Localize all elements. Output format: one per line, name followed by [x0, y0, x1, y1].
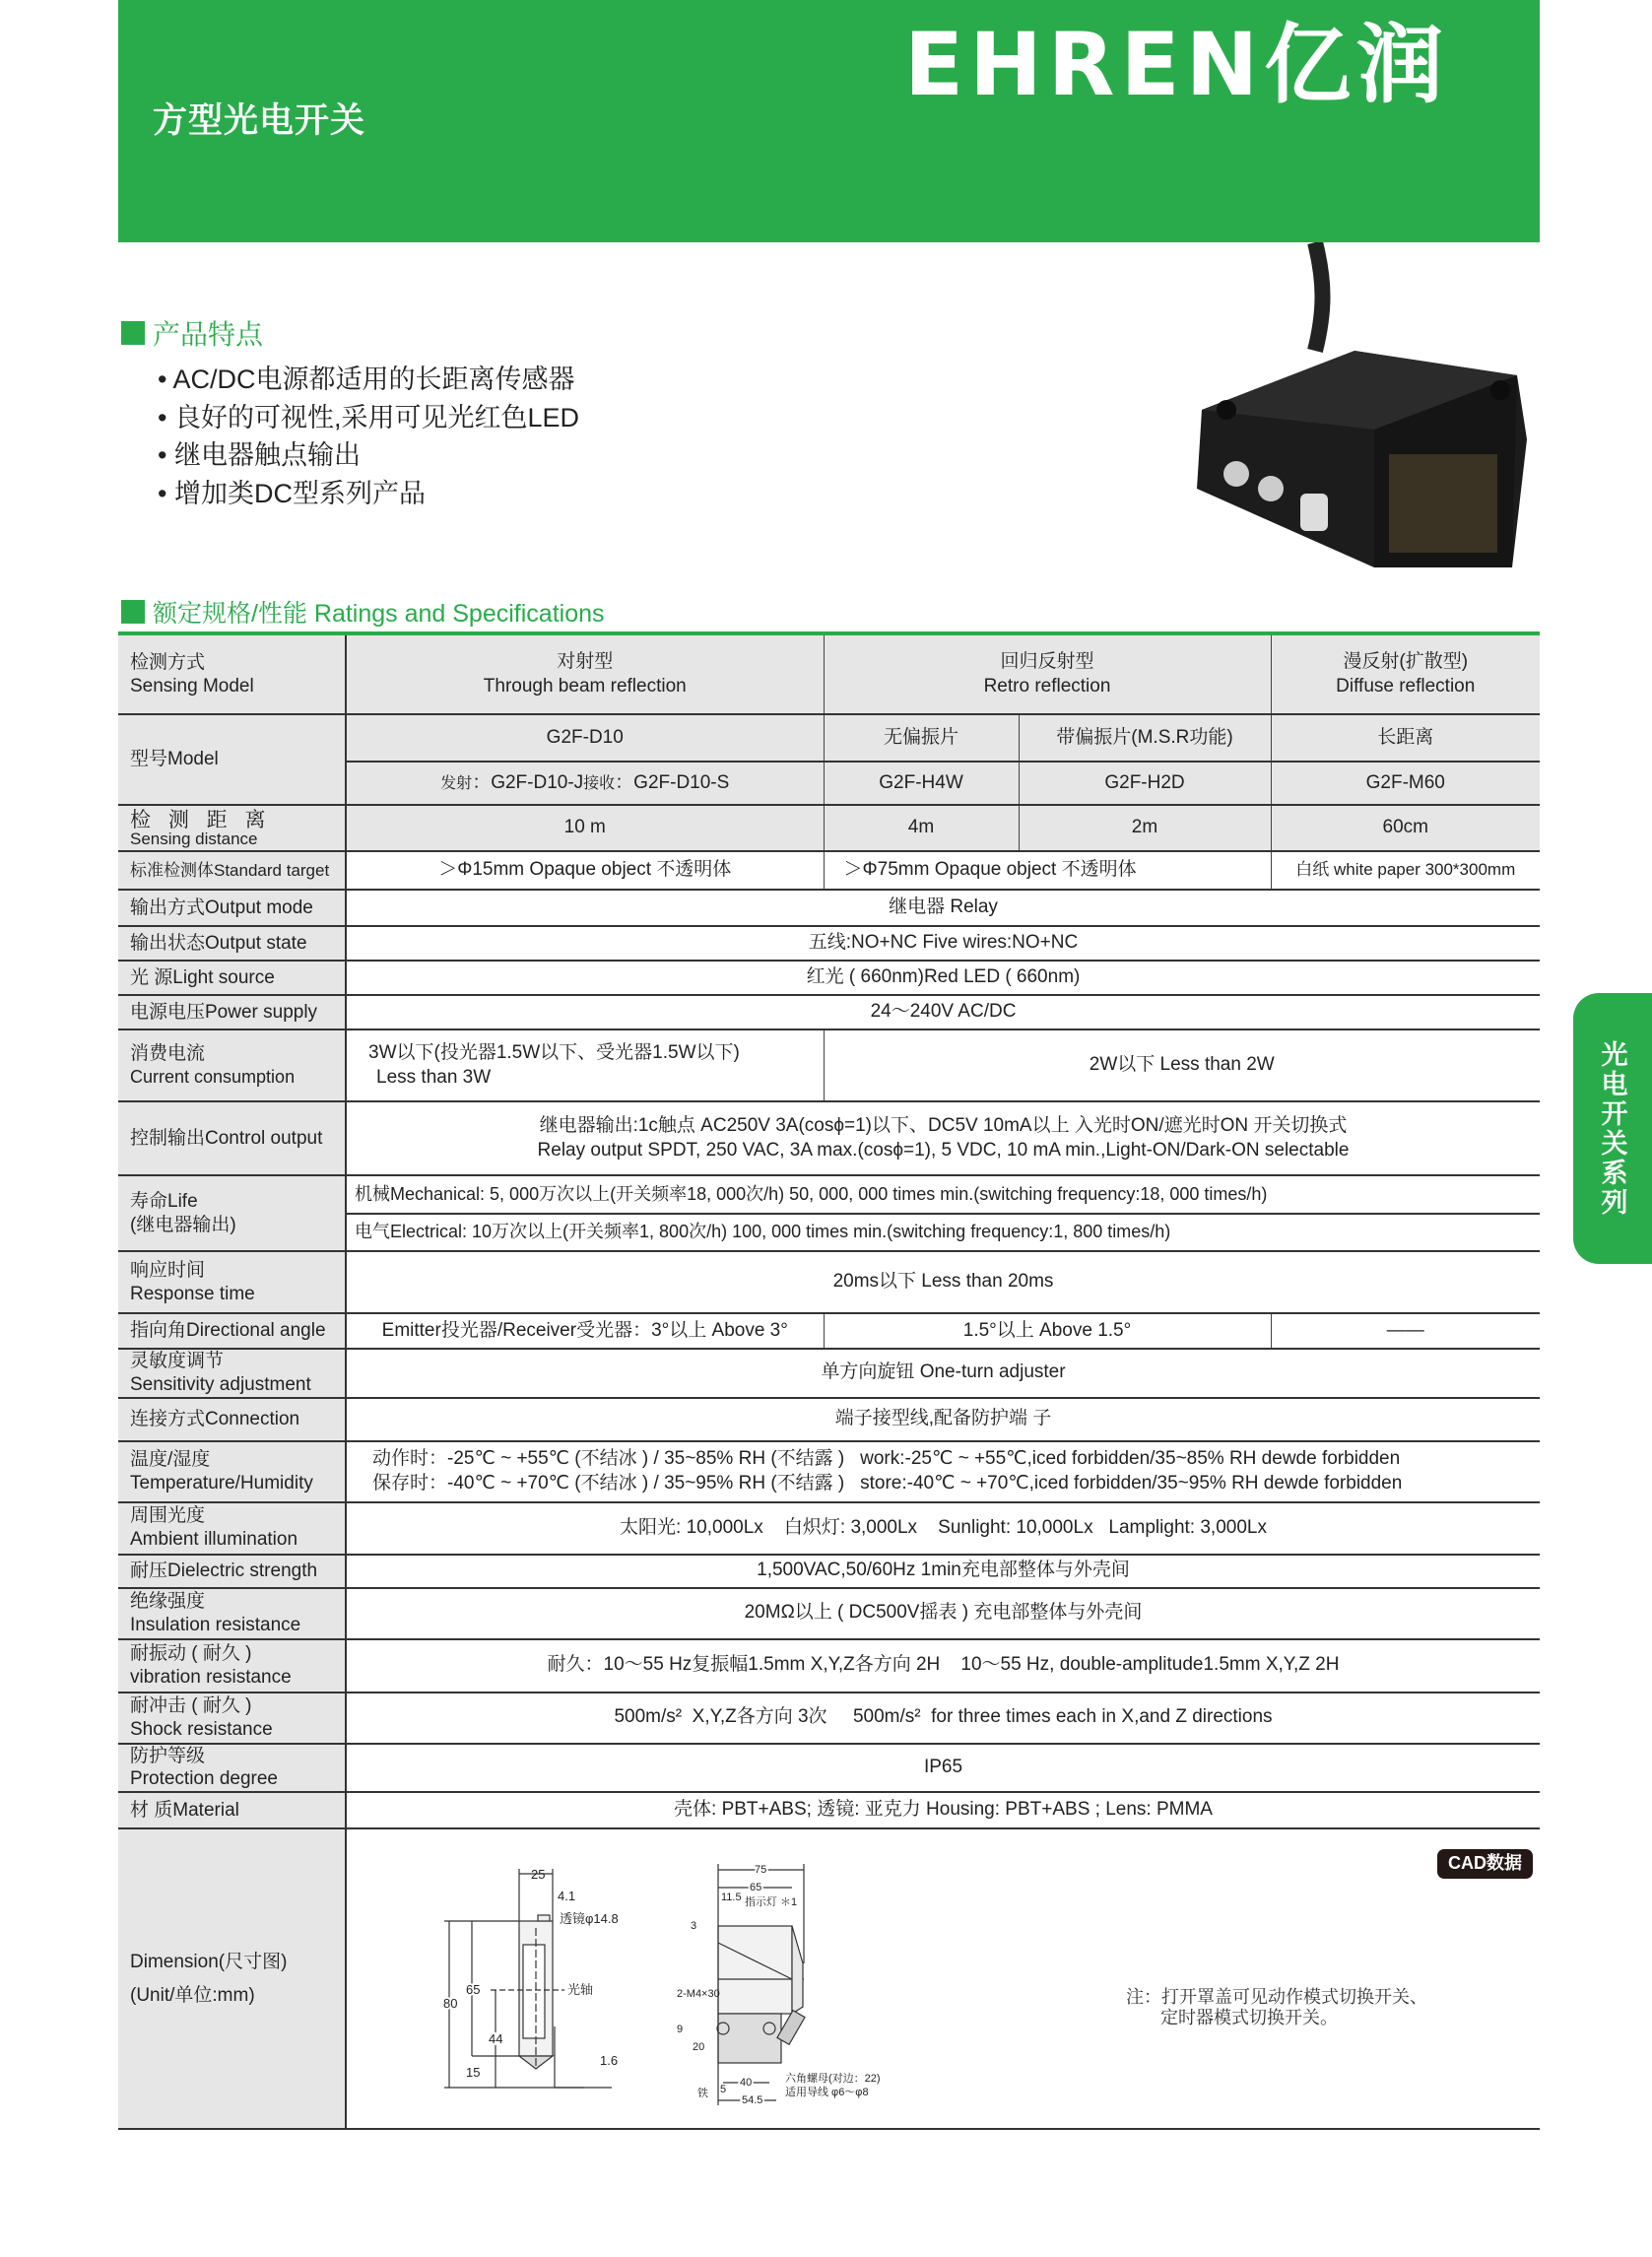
cell: 单方向旋钮 One-turn adjuster [346, 1349, 1540, 1398]
row-label: 材 质Material [118, 1792, 346, 1828]
label-cn: 检测方式 [130, 651, 206, 673]
cell: 壳体: PBT+ABS; 透镜: 亚克力 Housing: PBT+ABS ; Lens: PMMA [346, 1792, 1540, 1828]
table-row [118, 851, 1540, 890]
square-bullet-icon [121, 600, 145, 624]
label-cn: 耐冲击 ( 耐久 ) [130, 1694, 252, 1716]
label-en: Response time [130, 1283, 255, 1304]
feature-item: • 继电器触点输出 [158, 436, 579, 475]
dim-label: 80 [443, 1996, 458, 2011]
spec-table [118, 635, 1540, 2130]
cell-text: 回归反射型 [1000, 650, 1094, 672]
table-row [118, 1175, 1540, 1214]
table-row [118, 1101, 1540, 1175]
row-label [118, 1693, 346, 1744]
cell: 2W以下 Less than 2W [824, 1029, 1540, 1101]
row-label: 型号Model [118, 714, 346, 805]
cell: 10 m [346, 805, 824, 851]
row-label: 光 源Light source [118, 961, 346, 995]
cell-text: 保存时：-40℃ ~ +70℃ (不结冰 ) / 35~95% RH (不结露 ) store:-40℃ ~ +70℃,iced forbidden/35~95% RH dewde forbidden [372, 1472, 1403, 1494]
table-row [118, 714, 1540, 762]
cell: ＞Φ75mm Opaque object 不透明体 [824, 851, 1271, 890]
table-row [118, 1744, 1540, 1793]
table-row [118, 1398, 1540, 1441]
cell: 2m [1019, 805, 1271, 851]
dimension-cell [346, 1828, 1540, 2129]
dim-label: 65 [466, 1982, 481, 1997]
label-en: Ambient illumination [130, 1529, 298, 1550]
label-cn: 绝缘强度 [130, 1590, 206, 1612]
table-row [118, 1555, 1540, 1588]
retro-header [824, 635, 1271, 714]
cell: 白纸 white paper 300*300mm [1271, 851, 1540, 890]
feature-item: • 增加类DC型系列产品 [158, 475, 579, 513]
feature-item: • AC/DC电源都适用的长距离传感器 [158, 361, 579, 399]
note-line: 定时器模式切换开关。 [1160, 2008, 1338, 2028]
dim-label: 11.5 [721, 1892, 742, 1903]
cell: 耐久：10～55 Hz复振幅1.5mm X,Y,Z各方向 2H 10～55 Hz, double-amplitude1.5mm X,Y,Z 2H [346, 1639, 1540, 1693]
cell: 太阳光: 10,000Lx 白炽灯: 3,000Lx Sunlight: 10,000Lx Lamplight: 3,000Lx [346, 1502, 1540, 1555]
row-label: 标准检测体Standard target [118, 851, 346, 890]
label-cn: 检 测 距 离 [130, 808, 272, 831]
dim-label: 1.6 [600, 2053, 619, 2068]
dim-label: 65 [750, 1882, 762, 1893]
label-en: Current consumption [130, 1067, 296, 1088]
features-heading-text: 产品特点 [153, 319, 264, 350]
cell: 无偏振片 [824, 714, 1019, 762]
cell-text: 继电器输出:1c触点 AC250V 3A(cosϕ=1)以下、DC5V 10mA以上 入光时ON/遮光时ON 开关切换式 [539, 1114, 1348, 1136]
dimension-note [1126, 1987, 1427, 2028]
row-label: 控制输出Control output [118, 1101, 346, 1175]
cell: 1,500VAC,50/60Hz 1min充电部整体与外壳间 [346, 1555, 1540, 1588]
label-sub: (继电器输出) [130, 1214, 236, 1235]
specs-heading-text: 额定规格/性能 Ratings and Specifications [153, 600, 605, 628]
dim-label: 54.5 [742, 2094, 763, 2106]
specs-heading [121, 594, 605, 630]
cell [346, 762, 824, 805]
dim-label: 铁 [697, 2088, 708, 2099]
dim-label: 六角螺母(对边：22) [785, 2073, 881, 2085]
header-banner [118, 0, 1540, 242]
cell [346, 1029, 824, 1101]
product-photo [1187, 242, 1532, 577]
row-label [118, 1349, 346, 1398]
dim-label: 指示灯 ＊1 [745, 1896, 798, 1908]
table-row [118, 1639, 1540, 1693]
cell-text: Diffuse reflection [1336, 675, 1476, 697]
row-label: 指向角Directional angle [118, 1313, 346, 1349]
dim-label: 5 [720, 2084, 727, 2095]
dim-label: 15 [466, 2065, 481, 2080]
cell: —— [1271, 1313, 1540, 1349]
dim-label: 20 [693, 2041, 705, 2053]
row-label [118, 1029, 346, 1101]
dim-label: 光轴 [567, 1982, 594, 1997]
cell: 60cm [1271, 805, 1540, 851]
label-en: Protection degree [130, 1768, 278, 1790]
table-row [118, 1828, 1540, 2129]
table-row [118, 1588, 1540, 1639]
cell: 电气Electrical: 10万次以上(开关频率1, 800次/h) 100, 000 times min.(switching frequency:1, 800 times/h) [346, 1214, 1540, 1251]
square-bullet-icon [121, 321, 145, 345]
dim-label: 25 [531, 1867, 546, 1882]
table-row [118, 1251, 1540, 1313]
dim-label: 2-M4×30 [677, 1988, 720, 2000]
dim-label: 40 [740, 2077, 753, 2089]
table-row [118, 1792, 1540, 1828]
table-row [118, 1313, 1540, 1349]
label-cn: 灵敏度调节 [130, 1351, 225, 1371]
cell: 4m [824, 805, 1019, 851]
diffuse-header [1271, 635, 1540, 714]
cell: 长距离 [1271, 714, 1540, 762]
table-row [118, 1441, 1540, 1502]
cell-text: Less than 3W [376, 1066, 492, 1088]
row-label [118, 1502, 346, 1555]
cell-text: Relay output SPDT, 250 VAC, 3A max.(cosϕ=1), 5 VDC, 10 mA min.,Light-ON/Dark-ON selectable [537, 1139, 1350, 1161]
cell: G2F-H4W [824, 762, 1019, 805]
dim-label: 44 [489, 2031, 503, 2046]
dim-label: 透镜φ14.8 [560, 1911, 619, 1926]
label-cn: 温度/湿度 [130, 1448, 211, 1470]
dim-label: 9 [677, 2024, 684, 2035]
table-row [118, 926, 1540, 961]
cell-text: 接收 [583, 774, 616, 792]
row-label [118, 805, 346, 851]
label-en: Sensing distance [130, 829, 258, 848]
row-label [118, 1441, 346, 1502]
label-en: Insulation resistance [130, 1614, 301, 1635]
cell-text: 对射型 [557, 650, 614, 672]
row-label [118, 635, 346, 714]
table-row [118, 1029, 1540, 1101]
cell: 1.5°以上 Above 1.5° [824, 1313, 1271, 1349]
cell: 红光 ( 660nm)Red LED ( 660nm) [346, 961, 1540, 995]
table-row [118, 1502, 1540, 1555]
label-en: Sensitivity adjustment [130, 1373, 311, 1395]
cell: 端子接型线,配备防护端 子 [346, 1398, 1540, 1441]
label-en: Shock resistance [130, 1718, 273, 1740]
cell: G2F-D10 [346, 714, 824, 762]
cell: 20MΩ以上 ( DC500V摇表 ) 充电部整体与外壳间 [346, 1588, 1540, 1639]
cell-text: 3W以下(投光器1.5W以下、受光器1.5W以下) [368, 1041, 740, 1063]
row-label [118, 1828, 346, 2129]
label-en: vibration resistance [130, 1666, 292, 1688]
cell: 继电器 Relay [346, 890, 1540, 926]
row-label: 输出状态Output state [118, 926, 346, 961]
note-line: 注：打开罩盖可见动作模式切换开关、 [1126, 1987, 1427, 2008]
table-row [118, 1349, 1540, 1398]
feature-item: • 良好的可视性,采用可见光红色LED [158, 399, 579, 437]
dim-label: 3 [691, 1920, 697, 1932]
cell: G2F-H2D [1019, 762, 1271, 805]
label-en: (Unit/单位:mm) [130, 1984, 255, 2006]
dim-label: 4.1 [558, 1889, 576, 1903]
cell: Emitter投光器/Receiver受光器：3°以上 Above 3° [346, 1313, 824, 1349]
cell [346, 1441, 1540, 1502]
row-label [118, 1639, 346, 1693]
row-label: 耐压Dielectric strength [118, 1555, 346, 1588]
table-row [118, 961, 1540, 995]
cell [346, 1101, 1540, 1175]
dimension-drawing [347, 1829, 1541, 2128]
label-cn: 耐振动 ( 耐久 ) [130, 1642, 252, 1664]
label-cn: 防护等级 [130, 1745, 206, 1766]
row-label: 电源电压Power supply [118, 995, 346, 1029]
cell-text: Through beam reflection [483, 675, 687, 697]
table-row [118, 805, 1540, 851]
cad-data-button[interactable]: CAD数据 [1437, 1849, 1533, 1879]
row-label: 输出方式Output mode [118, 890, 346, 926]
row-label: 连接方式Connection [118, 1398, 346, 1441]
cell-text: 动作时：-25℃ ~ +55℃ (不结冰 ) / 35~85% RH (不结露 ) work:-25℃ ~ +55℃,iced forbidden/35~85% RH dewde forbidden [372, 1447, 1401, 1469]
cell: 五线:NO+NC Five wires:NO+NC [346, 926, 1540, 961]
label-cn: 响应时间 [130, 1259, 206, 1281]
dim-label: 适用导线 φ6～φ8 [785, 2087, 869, 2098]
brand-logo: EHREN亿润 [904, 14, 1450, 115]
cell: 500m/s² X,Y,Z各方向 3次 500m/s² for three times each in X,and Z directions [346, 1693, 1540, 1744]
features-heading [121, 313, 263, 353]
cell-text: 漫反射(扩散型) [1343, 650, 1469, 672]
label-en: Temperature/Humidity [130, 1472, 313, 1494]
table-row [118, 1693, 1540, 1744]
cell: 机械Mechanical: 5, 000万次以上(开关频率18, 000次/h) 50, 000, 000 times min.(switching frequency:18, 000 times/h) [346, 1175, 1540, 1214]
cell-text: 发射 [440, 774, 473, 792]
cell: 带偏振片(M.S.R功能) [1019, 714, 1271, 762]
cell: 24～240V AC/DC [346, 995, 1540, 1029]
row-label [118, 1744, 346, 1793]
label-cn: 周围光度 [130, 1505, 206, 1527]
cell-text: ：G2F-D10-S [615, 771, 730, 793]
label-en: Sensing Model [130, 675, 254, 697]
cell: 20ms以下 Less than 20ms [346, 1251, 1540, 1313]
series-side-tab[interactable] [1573, 993, 1652, 1264]
row-label [118, 1175, 346, 1251]
cell-text: ：G2F-D10-J [472, 771, 584, 793]
front-view [444, 1869, 612, 2088]
label-cn: 消费电流 [130, 1043, 206, 1065]
table-row [118, 890, 1540, 926]
table-row [118, 635, 1540, 714]
dim-label: 75 [755, 1864, 767, 1876]
label-cn: Dimension(尺寸图) [130, 1951, 288, 1972]
cell: IP65 [346, 1744, 1540, 1793]
features-list [158, 361, 579, 512]
page-title: 方型光电开关 [153, 101, 366, 140]
side-tab-label: 光电开关系列 [1597, 1039, 1627, 1218]
cell-text: Retro reflection [983, 675, 1111, 697]
row-label [118, 1588, 346, 1639]
through-header [346, 635, 824, 714]
row-label [118, 1251, 346, 1313]
label-cn: 寿命Life [130, 1190, 198, 1212]
cell: G2F-M60 [1271, 762, 1540, 805]
table-row [118, 995, 1540, 1029]
cell: ＞Φ15mm Opaque object 不透明体 [346, 851, 824, 890]
